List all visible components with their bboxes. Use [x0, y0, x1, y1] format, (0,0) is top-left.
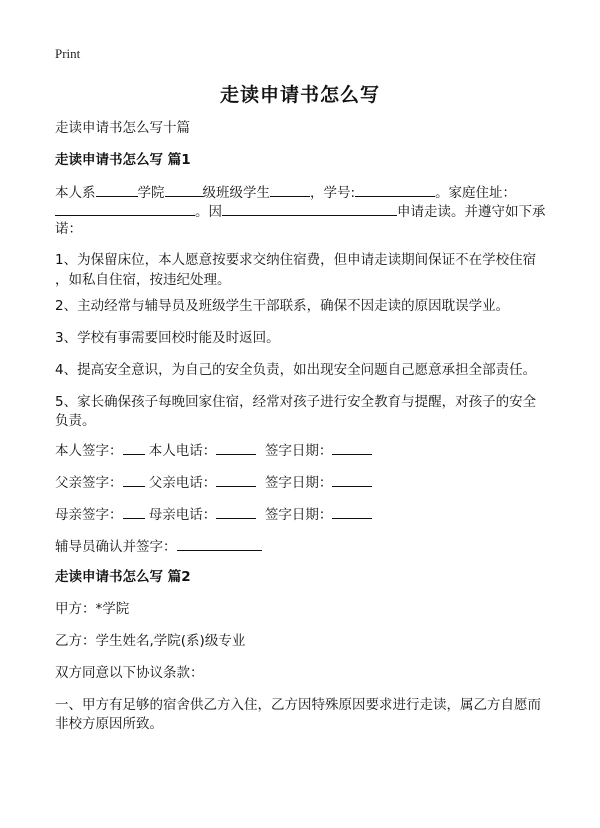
intro-text: 走读申请书怎么写十篇 [55, 120, 190, 136]
grade-blank[interactable] [165, 182, 203, 197]
self-date-blank[interactable] [332, 440, 372, 455]
text-class-student: 级班级学生 [202, 185, 270, 201]
item-4: 4、提高安全意识，为自己的安全负责，如出现安全问题自己愿意承担全部责任。 [55, 362, 537, 378]
self-phone-blank[interactable] [216, 440, 256, 455]
reason-blank[interactable] [222, 201, 397, 216]
student-id-blank[interactable] [355, 182, 435, 197]
clause-1-line-a: 一、甲方有足够的宿舍供乙方入住，乙方因特殊原因要求进行走读，属乙方自愿而 [55, 697, 541, 713]
section2-heading: 走读申请书怎么写 篇2 [55, 569, 191, 585]
party-b: 乙方：学生姓名,学院(系)级专业 [55, 633, 246, 649]
signature-row-mother [55, 504, 550, 526]
signature-row-father [55, 472, 550, 494]
father-date-label: 签字日期： [264, 475, 333, 491]
party-a: 甲方：*学院 [55, 601, 130, 617]
item-5-line-b: 负责。 [55, 413, 96, 429]
text-college: 学院 [137, 185, 165, 201]
counselor-signature-blank[interactable] [177, 536, 262, 551]
agreement-intro: 双方同意以下协议条款： [55, 665, 204, 681]
self-phone-label: 本人电话： [148, 443, 217, 459]
text-home-address: 。家庭住址： [435, 185, 517, 201]
mother-phone-label: 母亲电话： [148, 507, 217, 523]
item-3: 3、学校有事需要回校时能及时返回。 [55, 330, 280, 346]
text-apply: 申请走读。并遵守如下承 [397, 204, 546, 220]
counselor-row [55, 536, 550, 558]
signature-row-self [55, 440, 550, 462]
print-link[interactable]: Print [55, 46, 81, 61]
item-2: 2、主动经常与辅导员及班级学生干部联系，确保不因走读的原因耽误学业。 [55, 298, 510, 314]
mother-phone-blank[interactable] [216, 504, 256, 519]
father-date-blank[interactable] [332, 472, 372, 487]
item-5-line-a: 5、家长确保孩子每晚回家住宿，经常对孩子进行安全教育与提醒，对孩子的安全 [55, 394, 537, 410]
text-student-id: ，学号: [310, 185, 356, 201]
mother-date-label: 签字日期： [264, 507, 333, 523]
item-1-line-a: 1、为保留床位，本人愿意按要求交纳住宿费，但申请走读期间保证不在学校住宿 [55, 252, 537, 268]
father-signature-blank[interactable] [123, 472, 145, 487]
self-signature-label: 本人签字： [55, 443, 123, 459]
address-blank[interactable] [55, 201, 195, 216]
page-title: 走读申请书怎么写 [219, 84, 380, 106]
item-1-line-b: ，如私自住宿，按违纪处理。 [55, 272, 231, 288]
text-because: 。因 [195, 204, 222, 220]
mother-signature-blank[interactable] [123, 504, 145, 519]
student-name-blank[interactable] [270, 182, 310, 197]
self-date-label: 签字日期： [264, 443, 333, 459]
mother-date-blank[interactable] [332, 504, 372, 519]
section1-heading: 走读申请书怎么写 篇1 [55, 152, 191, 168]
father-phone-blank[interactable] [216, 472, 256, 487]
clause-1-line-b: 非校方原因所致。 [55, 716, 163, 732]
mother-signature-label: 母亲签字： [55, 507, 123, 523]
text-benren: 本人系 [55, 185, 96, 201]
father-phone-label: 父亲电话： [148, 475, 217, 491]
self-signature-blank[interactable] [123, 440, 145, 455]
form-line-3: 诺： [55, 221, 82, 237]
counselor-label: 辅导员确认并签字： [55, 539, 177, 555]
college-blank[interactable] [96, 182, 138, 197]
father-signature-label: 父亲签字： [55, 475, 123, 491]
